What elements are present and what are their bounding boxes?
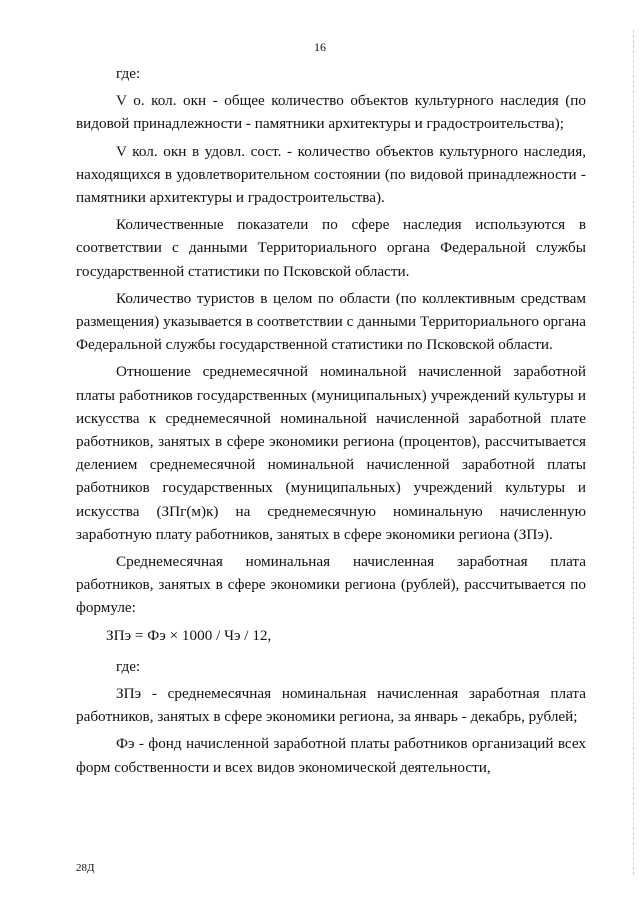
paragraph-average-salary: Среднемесячная номинальная начисленная заработная плата работников, занятых в сфере экономики региона (рублей), рассчитывается по формуле: (76, 553, 586, 617)
scan-edge-artifact (632, 30, 634, 875)
paragraph-heritage-satisfactory: V кол. окн в удовл. сост. - количество объектов культурного наследия, находящихся в удовлетворительном состоянии (по видовой принадлежности - памятники архитектуры и градостроительства). (76, 142, 586, 207)
document-code: 28Д (76, 862, 95, 874)
document-body (76, 62, 586, 783)
where-label-1: где: (116, 65, 141, 82)
where-label-2: где: (116, 657, 141, 675)
page-number: 16 (314, 40, 326, 54)
paragraph-heritage-indicators: Количественные показатели по сфере наследия используются в соответствии с данными Территориального органа Федеральной службы государственной статистики по Псковской области. (76, 216, 586, 280)
paragraph-fe-definition: Фэ - фонд начисленной заработной платы работников организаций всех форм собственности и всех видов экономической деятельности, (76, 735, 586, 776)
paragraph-salary-ratio: Отношение среднемесячной номинальной начисленной заработной платы работников государственных (муниципальных) учреждений культуры и искусства к среднемесячной номинальной начисленной заработной плате работников, занятых в сфере экономики региона (процентов), рассчитывается делением среднемесячной номинальной начисленной заработной платы работников государственных (муниципальных) учреждений культуры и искусства (ЗПг(м)к) на среднемесячную номинальную начисленную заработную плату работников, занятых в сфере экономики региона (ЗПэ). (76, 363, 586, 543)
paragraph-tourists: Количество туристов в целом по области (по коллективным средствам размещения) указывается в соответствии с данными Территориального органа Федеральной службы государственной статистики по Псковской области. (76, 289, 586, 354)
paragraph-heritage-total: V о. кол. окн - общее количество объектов культурного наследия (по видовой принадлежности - памятники архитектуры и градостроительства); (76, 92, 586, 133)
paragraph-zpe-definition: ЗПэ - среднемесячная номинальная начисленная заработная плата работников, занятых в сфере экономики региона, за январь - декабрь, рублей; (76, 685, 586, 726)
salary-formula: ЗПэ = Фэ × 1000 / Чэ / 12, (106, 626, 272, 644)
